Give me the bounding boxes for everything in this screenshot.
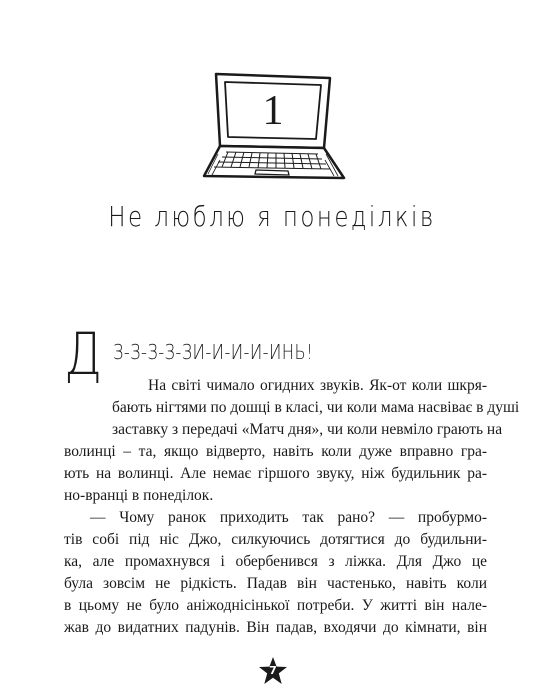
body-line: бають нігтями по дошці в класі, чи коли мама насвіває в душі xyxy=(112,399,520,416)
body-line: жав до видатних падунів. Він падав, входячи до кімнати, він xyxy=(64,619,487,636)
body-line: заставку з передачі «Матч дня», чи коли невміло грають на xyxy=(112,421,503,438)
body-line: ка, але промахнувся і обербенився з ліжка. Для Джо це xyxy=(64,553,487,570)
body-line: но-вранці в понеділок. xyxy=(64,487,214,504)
body-line: На світі чимало огидних звуків. Як-от коли шкря- xyxy=(148,377,487,394)
body-line: в цьому не було аніжоднісінької потреби. У житті він нале- xyxy=(64,597,487,614)
body-line: тів собі під ніс Джо, силкуючись дотягтися до будильни- xyxy=(64,531,487,548)
alarm-sound-text: З-З-З-З-ЗИ-И-И-И-ИНЬ! xyxy=(113,340,314,364)
chapter-number: 1 xyxy=(262,88,284,134)
body-line: ють на волинці. Але немає гіршого звуку, ніж будильник ра- xyxy=(64,465,487,482)
body-line: була зовсім не рідкість. Падав він частенько, навіть коли xyxy=(64,575,487,592)
body-line: — Чому ранок приходить так рано? — пробурмо- xyxy=(90,509,487,526)
chapter-title: Не люблю я понеділків xyxy=(108,200,436,233)
drop-cap: Д xyxy=(64,320,103,388)
body-line: волинці – та, якщо відверто, навіть коли дуже вправно гра- xyxy=(64,443,487,460)
laptop-illustration xyxy=(198,66,348,186)
page-number: 7 xyxy=(269,664,277,677)
